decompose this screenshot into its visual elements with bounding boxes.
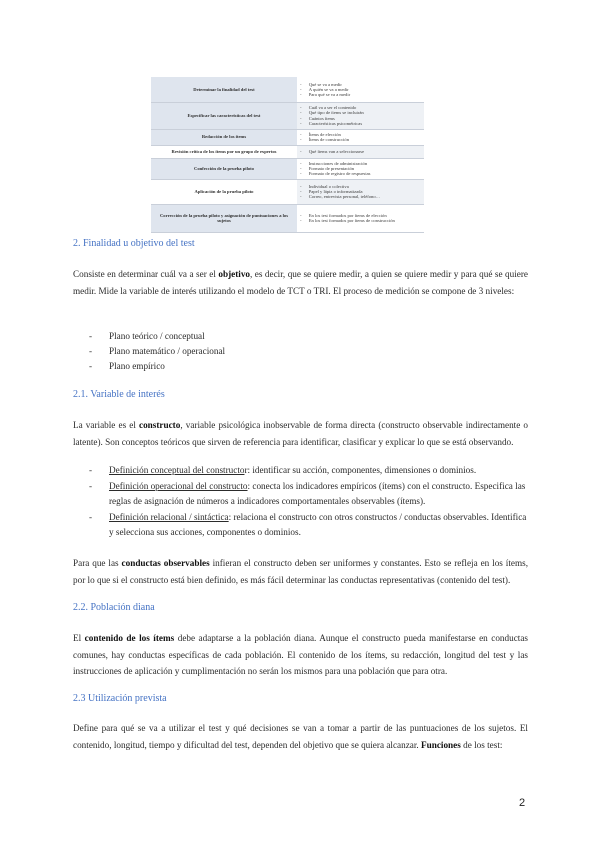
table-bullet: - Qué ítems van a seleccionarse bbox=[300, 149, 421, 154]
table-step-items bbox=[297, 179, 424, 204]
table-bullet: - En los test formados por ítems de elección bbox=[300, 213, 421, 218]
bold-term: contenido de los ítems bbox=[84, 633, 175, 643]
page-number: 2 bbox=[519, 797, 526, 809]
table-bullet: - Cuántos ítems bbox=[300, 116, 421, 121]
list-item bbox=[89, 510, 529, 541]
list-item: - Plano empírico bbox=[89, 359, 529, 374]
list-item bbox=[89, 479, 529, 510]
table-bullet: - Correo, entrevista personal, teléfono… bbox=[300, 194, 421, 199]
table-bullet: - Qué tipo de ítems se incluirán bbox=[300, 110, 421, 115]
text-run: debe adaptarse a la población diana. Aunque el constructo pueda manifestarse en conductas comunes, hay conductas específicas de cada población. El contenido de los ítems, su redacción, longitud del test y las instrucciones de aplicación y cumplimentación no serán los mismos para una población que para otra. bbox=[73, 633, 528, 677]
text-run: Consiste en determinar cuál va a ser el bbox=[73, 269, 219, 279]
table-bullet: - Características psicométricas bbox=[300, 121, 421, 126]
table-bullet: - Ítems de elección bbox=[300, 132, 421, 137]
paragraph-utilizacion bbox=[73, 720, 528, 753]
paragraph-finalidad bbox=[73, 266, 528, 299]
table-step-label: Revisión crítica de los ítems por un grupo de expertos bbox=[151, 145, 297, 158]
construct-definitions-list bbox=[89, 463, 529, 541]
table-bullet: - Formato de presentación bbox=[300, 166, 421, 171]
text-run: La variable es el bbox=[73, 420, 139, 430]
table-row bbox=[151, 158, 424, 179]
definition-text: : relaciona el constructo con otros constructos / conductas observables. Identifica y selecciona sus acciones, componentes o dominios. bbox=[109, 511, 527, 537]
bold-term: Funciones bbox=[421, 739, 461, 750]
table-row bbox=[151, 145, 424, 158]
paragraph-poblacion bbox=[73, 630, 528, 680]
list-item: - Plano matemático / operacional bbox=[89, 344, 529, 359]
text-run: de los test: bbox=[460, 739, 503, 750]
table-row bbox=[151, 129, 424, 145]
table-bullet: - Cuál va a ser el contenido bbox=[300, 105, 421, 110]
table-bullet: - Papel y lápiz o informatizada bbox=[300, 189, 421, 194]
list-item bbox=[89, 463, 529, 479]
table-step-items bbox=[297, 77, 424, 102]
table-step-label: Redacción de los ítems bbox=[151, 129, 297, 145]
table-step-label: Especificar las características del test bbox=[151, 102, 297, 129]
table-bullet: - Para qué se va a medir bbox=[300, 92, 421, 97]
table-step-label: Confección de la prueba piloto bbox=[151, 158, 297, 179]
test-construction-steps-table bbox=[151, 77, 424, 233]
definition-text: r: identificar su acción, componentes, dimensiones o dominios. bbox=[244, 465, 477, 475]
table-step-label: Aplicación de la prueba piloto bbox=[151, 179, 297, 204]
bold-term: constructo bbox=[139, 420, 181, 430]
section-heading-variable: 2.1. Variable de interés bbox=[73, 389, 165, 400]
section-heading-poblacion: 2.2. Población diana bbox=[73, 602, 155, 613]
table-bullet: - Ítems de construcción bbox=[300, 137, 421, 142]
table-row bbox=[151, 77, 424, 102]
table-bullet: - Formato de registro de respuestas bbox=[300, 171, 421, 176]
text-run: infieran el constructo deben ser uniformes y constantes. Esto se refleja en los ítems, por lo que si el constructo está bien definido, es más fácil determinar las conductas representativas (contenido del test). bbox=[73, 558, 528, 585]
table-row bbox=[151, 204, 424, 232]
table-bullet: - Instrucciones de administración bbox=[300, 161, 421, 166]
text-run: El bbox=[73, 633, 85, 643]
text-run: Para que las bbox=[73, 558, 122, 568]
text-run: , variable psicológica inobservable de forma directa (constructo observable indirectamente o latente). Son conceptos teóricos que sirven de referencia para identificar, clasificar y explicar lo que se está observando. bbox=[73, 420, 529, 447]
table-step-items bbox=[297, 129, 424, 145]
table-row bbox=[151, 102, 424, 129]
table-step-label: Corrección de la prueba piloto y asignación de puntuaciones a los sujetos bbox=[151, 204, 297, 232]
table-bullet: - Qué se va a medir bbox=[300, 82, 421, 87]
text-run: , es decir, que se quiere medir, a quien se quiere medir y para qué se quiere medir. Mide la variable de interés utilizando el modelo de TCT o TRI. El proceso de medición se compone de 3 niveles: bbox=[73, 269, 529, 296]
list-item: - Plano teórico / conceptual bbox=[89, 329, 529, 344]
table-bullet: - En los test formados por ítems de construcción bbox=[300, 218, 421, 223]
section-heading-utilizacion: 2.3 Utilización prevista bbox=[73, 693, 167, 704]
table-bullet: - Individual o colectiva bbox=[300, 184, 421, 189]
table-bullet: - A quién se va a medir bbox=[300, 87, 421, 92]
definition-text: : conecta los indicadores empíricos (ítems) con el constructo. Especifica las reglas de asignación de números a indicadores comportamentales observables (ítems). bbox=[109, 480, 526, 506]
definition-term: Definición operacional del constructo bbox=[109, 480, 248, 491]
table-row bbox=[151, 179, 424, 204]
table-step-items bbox=[297, 204, 424, 232]
paragraph-conductas bbox=[73, 555, 528, 588]
bold-term: conductas observables bbox=[121, 558, 210, 568]
table-step-items bbox=[297, 145, 424, 158]
paragraph-variable bbox=[73, 417, 528, 450]
table-step-items bbox=[297, 102, 424, 129]
definition-term: Definición relacional / sintáctica bbox=[109, 511, 229, 522]
definition-term: Definición conceptual del constructo bbox=[109, 465, 245, 475]
measurement-levels-list bbox=[89, 329, 529, 374]
table-step-label: Determinar la finalidad del test bbox=[151, 77, 297, 102]
bold-term: objetivo bbox=[218, 269, 251, 279]
section-heading-finalidad: 2. Finalidad u objetivo del test bbox=[73, 238, 195, 249]
table-step-items bbox=[297, 158, 424, 179]
text-run: Define para qué se va a utilizar el test y qué decisiones se van a tomar a partir de las puntuaciones de los sujetos. El contenido, longitud, tiempo y dificultad del test, dependen del objetivo que se quiera alcanzar. bbox=[73, 723, 528, 750]
